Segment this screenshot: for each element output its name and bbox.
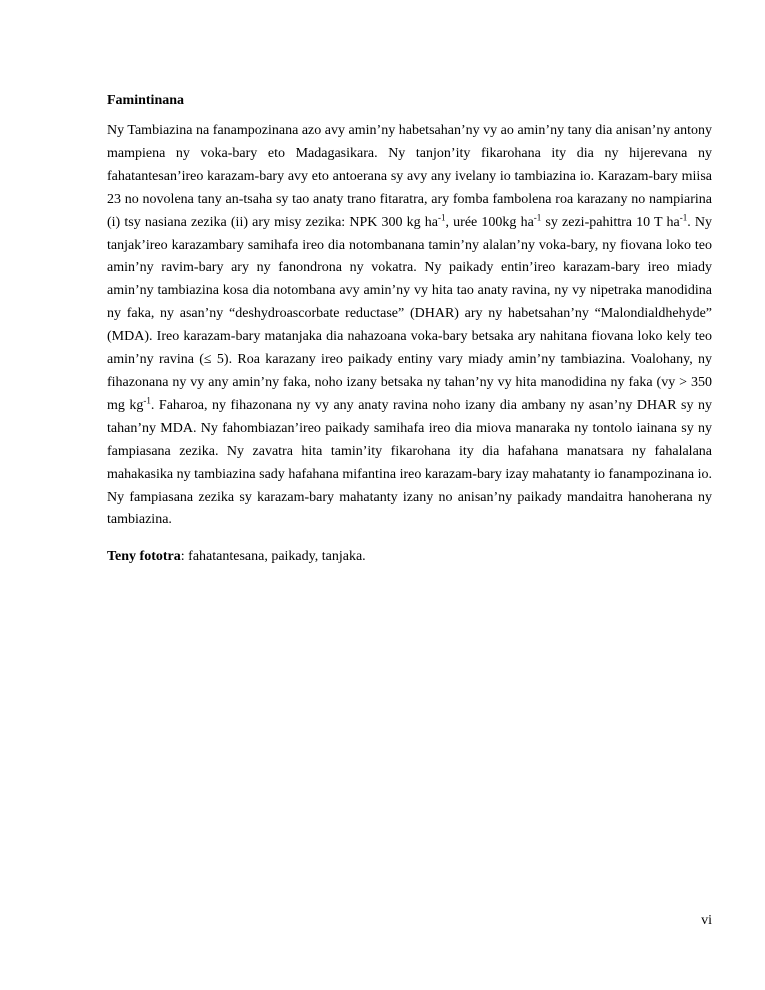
abstract-text-part-2: , urée 100kg ha bbox=[445, 214, 534, 230]
abstract-text-part-4: . Ny tanjak’ireo karazambary samihafa ireo dia notombanana tamin’ny alalan’ny voka-bary, ny fiovana loko teo amin’ny ravim-bary ary ny fanondrona ny vokatra. Ny paikady entin’ireo karazam-bary ireo miady amin’ny tambiazina kosa dia notombana avy amin’ny vy hita tao anaty ravina, ny vy nipetraka manodidina ny faka, ny asan’ny “deshydroascorbate reductase” (DHAR) ary ny habetsahan’ny “Malondialdhehyde” (MDA). Ireo karazam-bary matanjaka dia nahazoana voka-bary betsaka ary nahitana fiovana loko kely teo amin’ny ravina (≤ 5). Roa karazany ireo paikady entiny vary miady amin’ny tambiazina. Voalohany, ny fihazonana ny vy any amin’ny faka, noho izany betsaka ny tahan’ny vy hita manodidina ny faka (vy > 350 mg kg bbox=[107, 214, 712, 413]
abstract-text-part-3: sy zezi-pahittra 10 T ha bbox=[541, 214, 680, 230]
abstract-text-part-1: Ny Tambiazina na fanampozinana azo avy amin’ny habetsahan’ny vy ao amin’ny tany dia anisan’ny antony mampiena ny voka-bary eto Madagasikara. Ny tanjon’ity fikarohana ity dia ny hijerevana ny fahatantesan’ireo karazam-bary avy eto antoerana sy avy any ivelany io tambiazina io. Karazam-bary miisa 23 no novolena tany an-tsaha sy tao anaty trano fitaratra, ary fomba fambolena roa karazany no nampiarina (i) tsy nasiana zezika (ii) ary misy zezika: NPK 300 kg ha bbox=[107, 123, 712, 230]
abstract-text-part-5: . Faharoa, ny fihazonana ny vy any anaty ravina noho izany dia ambany ny asan’ny DHAR sy ny tahan’ny MDA. Ny fahombiazan’ireo paikady samihafa ireo dia miova manaraka ny tontolo iainana sy ny fampiasana zezika. Ny zavatra hita tamin’ity fikarohana ity dia hafahana manatsara ny fahalalana mahakasika ny tambiazina sady hafahana mifantina ireo karazam-bary izay mahatanty io fanampozinana io. Ny fampiasana zezika sy karazam-bary mahatanty izany no anisan’ny paikady mandaitra hanoherana ny tambiazina. bbox=[107, 397, 712, 528]
keywords-label: Teny fototra bbox=[107, 549, 181, 565]
abstract-heading: Famintinana bbox=[107, 93, 185, 108]
superscript-1: -1 bbox=[438, 211, 446, 222]
keywords-line bbox=[107, 546, 712, 568]
keywords-text: : fahatantesana, paikady, tanjaka. bbox=[180, 549, 366, 565]
superscript-4: -1 bbox=[143, 395, 151, 406]
superscript-2: -1 bbox=[533, 211, 542, 222]
page-number: vi bbox=[701, 913, 712, 928]
superscript-3: -1 bbox=[679, 211, 688, 222]
abstract-paragraph bbox=[107, 120, 712, 532]
abstract-section bbox=[107, 88, 712, 568]
